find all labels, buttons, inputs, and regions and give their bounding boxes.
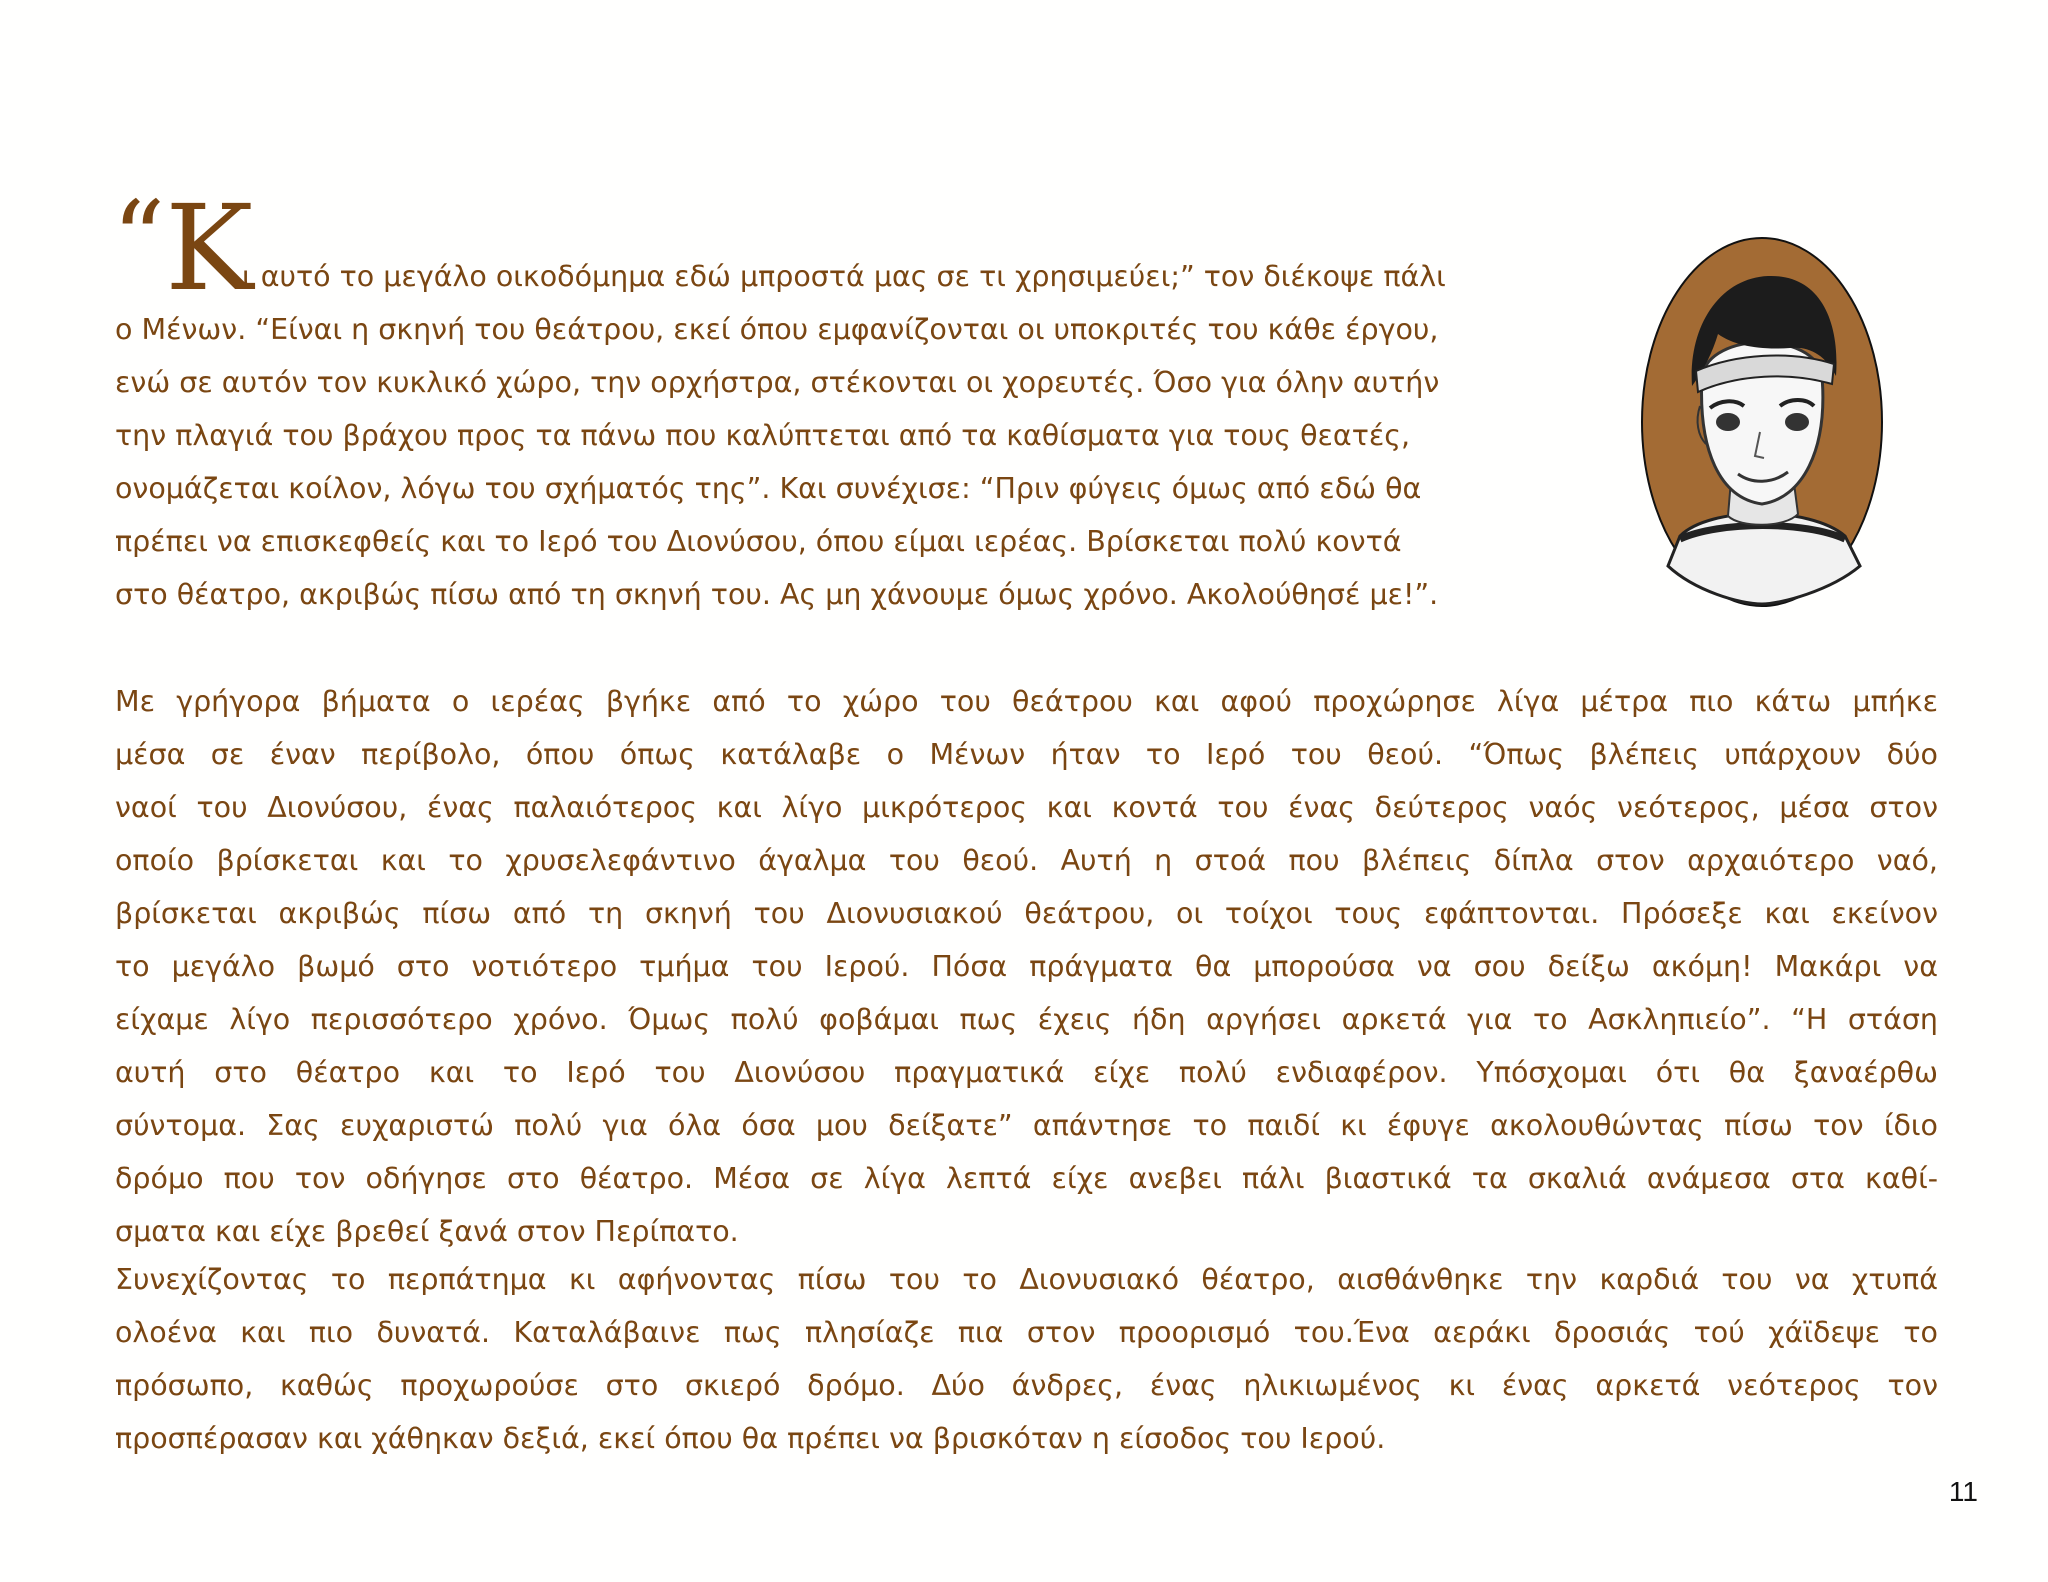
second-paragraph-line: βρίσκεται ακριβώς πίσω από τη σκηνή του Διονυσιακού θεάτρου, οι τοίχοι τους εφάπτονται. Πρόσεξε και εκείνον	[115, 897, 1938, 930]
drop-cap-letter: Κ	[165, 179, 254, 317]
second-paragraph-line: αυτή στο θέατρο και το Ιερό του Διονύσου πραγματικά είχε πολύ ενδιαφέρον. Υπόσχομαι ότι θα ξαναέρθω	[115, 1056, 1938, 1089]
first-paragraph-line: ι αυτό το μεγάλο οικοδόμημα εδώ μπροστά μας σε τι χρησιμεύει;” τον διέκοψε πάλι	[242, 260, 1446, 293]
third-paragraph-line: ολοένα και πιο δυνατά. Καταλάβαινε πως πλησίαζε πια στον προορισμό του.Ένα αεράκι δροσιάς τού χάϊδεψε το	[115, 1316, 1938, 1349]
second-paragraph-line: σματα και είχε βρεθεί ξανά στον Περίπατο.	[115, 1215, 739, 1248]
second-paragraph-line: δρόμο που τον οδήγησε στο θέατρο. Μέσα σε λίγα λεπτά είχε ανεβει πάλι βιαστικά τα σκαλιά ανάμεσα στα καθί-	[115, 1162, 1938, 1195]
first-paragraph-line: ο Μένων. “Είναι η σκηνή του θεάτρου, εκεί όπου εμφανίζονται οι υποκριτές του κάθε έργου,	[115, 313, 1439, 346]
first-paragraph-line: στο θέατρο, ακριβώς πίσω από τη σκηνή του. Ας μη χάνουμε όμως χρόνο. Ακολούθησέ με!”.	[115, 578, 1439, 611]
third-paragraph-line: πρόσωπο, καθώς προχωρούσε στο σκιερό δρόμο. Δύο άνδρες, ένας ηλικιωμένος κι ένας αρκετά νεότερος τον	[115, 1369, 1938, 1402]
third-paragraph-line: Συνεχίζοντας το περπάτημα κι αφήνοντας πίσω του το Διονυσιακό θέατρο, αισθάνθηκε την καρδιά του να χτυπά	[115, 1263, 1938, 1296]
drop-cap	[112, 178, 254, 317]
second-paragraph-line: οποίο βρίσκεται και το χρυσελεφάντινο άγαλμα του θεού. Αυτή η στοά που βλέπεις δίπλα στον αρχαιότερο ναό,	[115, 844, 1938, 877]
second-paragraph-line: ναοί του Διονύσου, ένας παλαιότερος και λίγο μικρότερος και κοντά του ένας δεύτερος ναός νεότερος, μέσα στον	[115, 791, 1938, 824]
first-paragraph-line: πρέπει να επισκεφθείς και το Ιερό του Διονύσου, όπου είμαι ιερέας. Βρίσκεται πολύ κοντά	[115, 525, 1402, 558]
second-paragraph-line: είχαμε λίγο περισσότερο χρόνο. Όμως πολύ φοβάμαι πως έχεις ήδη αργήσει αρκετά για το Ασκληπιείο”. “Η στάση	[115, 1003, 1938, 1036]
second-paragraph-line: Με γρήγορα βήματα ο ιερέας βγήκε από το χώρο του θεάτρου και αφού προχώρησε λίγα μέτρα πιο κάτω μπήκε	[115, 685, 1938, 718]
third-paragraph-line: προσπέρασαν και χάθηκαν δεξιά, εκεί όπου θα πρέπει να βρισκόταν η είσοδος του Ιερού.	[115, 1422, 1386, 1455]
first-paragraph-line: ονομάζεται κοίλον, λόγω του σχήματός της”. Και συνέχισε: “Πριν φύγεις όμως από εδώ θα	[115, 472, 1422, 505]
first-paragraph-line: ενώ σε αυτόν τον κυκλικό χώρο, την ορχήστρα, στέκονται οι χορευτές. Όσο για όλην αυτήν	[115, 366, 1440, 399]
portrait-illustration	[1640, 236, 1884, 608]
second-paragraph-line: σύντομα. Σας ευχαριστώ πολύ για όλα όσα μου δείξατε” απάντησε το παιδί κι έφυγε ακολουθώντας πίσω τον ίδιο	[115, 1109, 1938, 1142]
second-paragraph-line: μέσα σε έναν περίβολο, όπου όπως κατάλαβε ο Μένων ήταν το Ιερό του θεού. “Όπως βλέπεις υπάρχουν δύο	[115, 738, 1938, 771]
drop-cap-quote: “	[112, 178, 166, 300]
second-paragraph-line: το μεγάλο βωμό στο νοτιότερο τμήμα του Ιερού. Πόσα πράγματα θα μπορούσα να σου δείξω ακόμη! Μακάρι να	[115, 950, 1938, 983]
page-number: 11	[1948, 1476, 1978, 1507]
first-paragraph-line: την πλαγιά του βράχου προς τα πάνω που καλύπτεται από τα καθίσματα για τους θεατές,	[115, 419, 1411, 452]
